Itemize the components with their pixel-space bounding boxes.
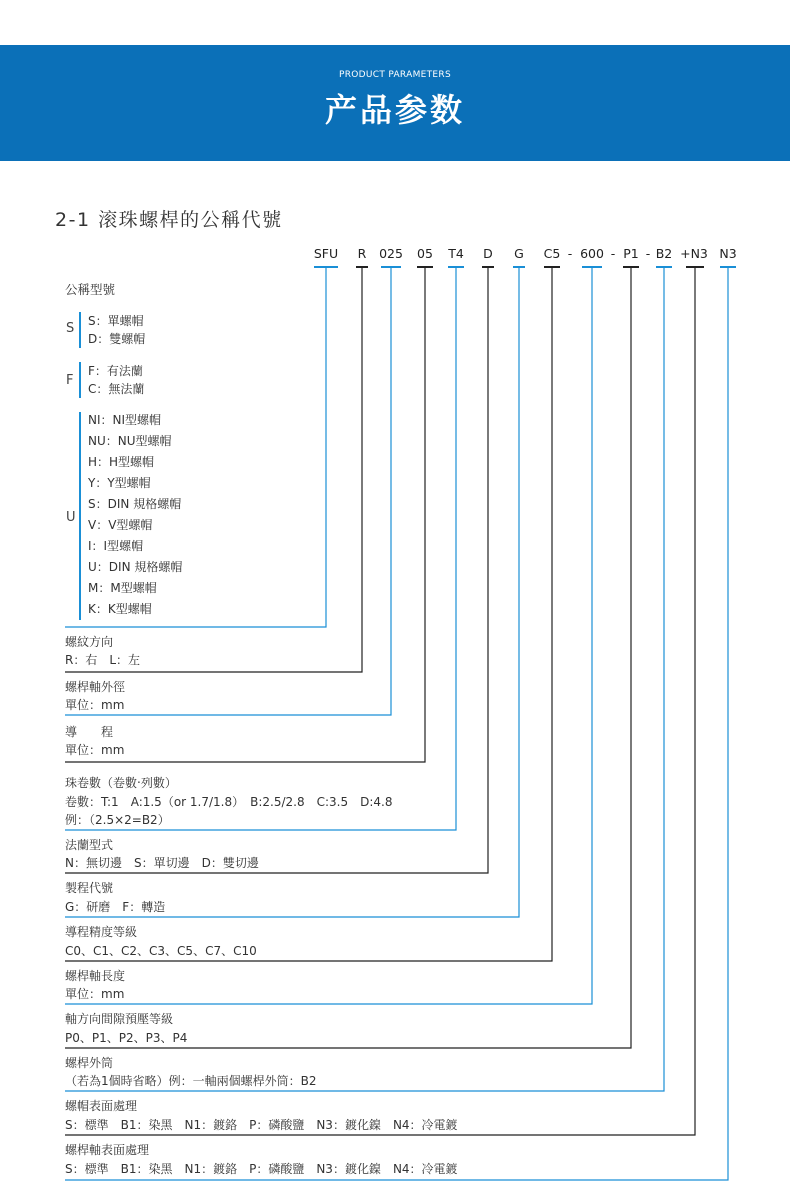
list-item: I：I型螺帽 [88, 539, 144, 553]
list-item: M：M型螺帽 [88, 581, 157, 595]
banner-title: 产品参数 [324, 91, 465, 129]
param-title: 螺桿軸表面處理 [65, 1143, 150, 1157]
code-part: B2 [655, 246, 673, 261]
code-part: SFU [313, 246, 339, 261]
connector-b2 [65, 267, 664, 1091]
type-group-title: 公稱型號 [65, 282, 116, 297]
param-title: 螺桿外筒 [65, 1056, 114, 1070]
param-title: 軸方向間隙預壓等級 [65, 1012, 174, 1026]
param-title: 導 程 [65, 725, 114, 739]
connector-p1 [65, 267, 631, 1048]
list-item: C：無法蘭 [88, 382, 145, 396]
code-part: C5 [543, 246, 561, 261]
code-part: R [357, 246, 367, 261]
code-part: P1 [623, 246, 639, 261]
list-item: U：DIN 規格螺帽 [88, 560, 183, 574]
list-item: S：單螺帽 [88, 314, 144, 328]
list-item: H：H型螺帽 [88, 455, 155, 469]
code-part: T4 [448, 246, 464, 261]
list-item: NI：NI型螺帽 [88, 413, 162, 427]
param-title: 製程代號 [65, 881, 114, 895]
param-line: N：無切邊 S：單切邊 D：雙切邊 [65, 856, 259, 870]
list-item: NU：NU型螺帽 [88, 434, 172, 448]
list-item: K：K型螺帽 [88, 602, 152, 616]
code-part: 600 [580, 246, 604, 261]
connector-n3a [65, 267, 695, 1135]
param-line: S：標準 B1：染黑 N1：鍍鉻 P：磷酸鹽 N3：鍍化鎳 N4：冷電鍍 [65, 1162, 458, 1176]
param-title: 螺帽表面處理 [65, 1099, 138, 1113]
code-part: D [483, 246, 493, 261]
param-line: 例：（2.5×2=B2） [65, 813, 170, 827]
code-separator: - [610, 246, 616, 261]
group-letter-f: F [66, 373, 74, 388]
param-title: 螺桿軸外徑 [65, 680, 126, 694]
code-part: +N3 [680, 246, 708, 261]
connector-600 [65, 267, 592, 1004]
param-line: 單位：mm [65, 698, 125, 712]
code-part: G [514, 246, 524, 261]
list-item: S：DIN 規格螺帽 [88, 497, 182, 511]
group-letter-s: S [66, 321, 75, 336]
param-title: 法蘭型式 [65, 838, 114, 852]
param-line: R：右 L：左 [65, 653, 141, 667]
list-item: D：雙螺帽 [88, 332, 146, 346]
section-title: 2-1 滚珠螺桿的公稱代號 [55, 209, 283, 231]
code-part: 05 [417, 246, 433, 261]
param-line: 單位：mm [65, 987, 125, 1001]
param-title: 螺桿軸長度 [65, 969, 126, 983]
list-item: Y：Y型螺帽 [88, 476, 151, 490]
list-item: F：有法蘭 [88, 364, 143, 378]
param-line: C0、C1、C2、C3、C5、C7、C10 [65, 944, 257, 958]
param-line: （若為1個時省略）例：一軸兩個螺桿外筒：B2 [65, 1074, 317, 1088]
code-part: 025 [379, 246, 403, 261]
banner-subtitle: PRODUCT PARAMETERS [339, 70, 451, 80]
param-line: G：研磨 F：轉造 [65, 900, 166, 914]
param-title: 螺紋方向 [65, 635, 114, 649]
group-letter-u: U [66, 510, 76, 525]
param-line: P0、P1、P2、P3、P4 [65, 1031, 188, 1045]
param-title: 導程精度等級 [65, 925, 138, 939]
code-separator: - [645, 246, 651, 261]
param-line: 卷數：T:1 A:1.5（or 1.7/1.8） B:2.5/2.8 C:3.5 D:4.8 [65, 795, 393, 809]
param-title: 珠卷數（卷數‧列數） [65, 776, 177, 790]
param-line: 單位：mm [65, 743, 125, 757]
code-separator: - [567, 246, 573, 261]
list-item: V：V型螺帽 [88, 518, 153, 532]
code-part: N3 [719, 246, 737, 261]
param-line: S：標準 B1：染黑 N1：鍍鉻 P：磷酸鹽 N3：鍍化鎳 N4：冷電鍍 [65, 1118, 458, 1132]
